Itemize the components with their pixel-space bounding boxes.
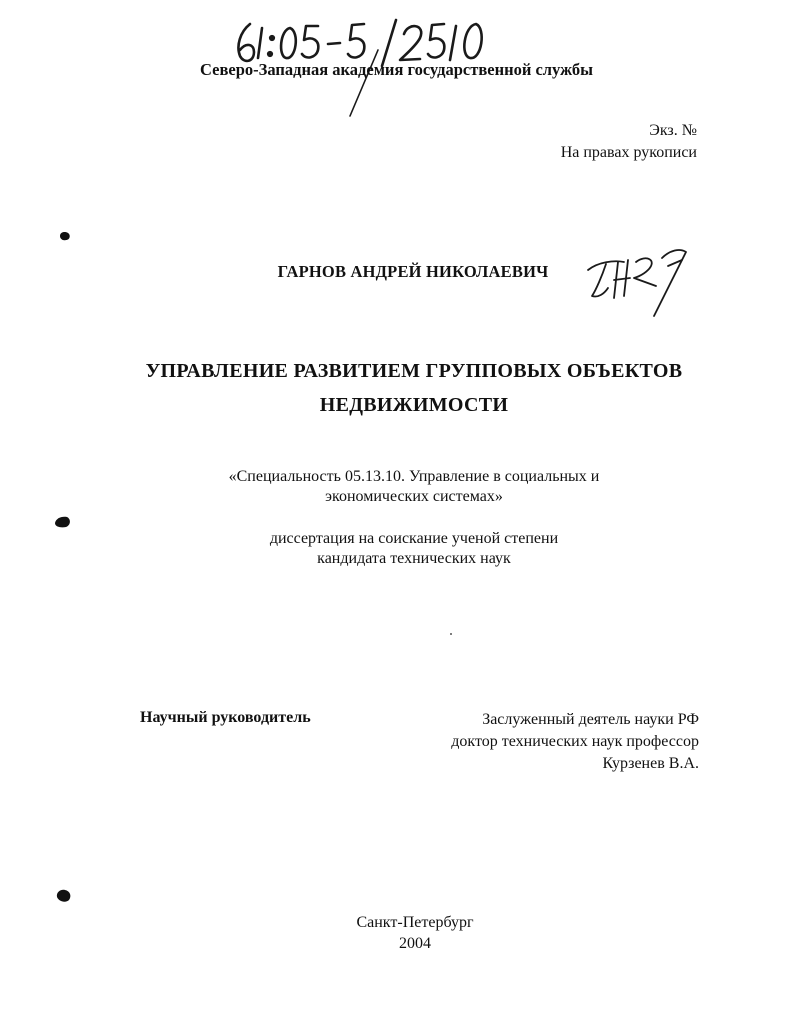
author-name: ГАРНОВ АНДРЕЙ НИКОЛАЕВИЧ bbox=[277, 262, 549, 281]
city: Санкт-Петербург bbox=[356, 914, 474, 931]
degree-block bbox=[0, 529, 793, 569]
thesis-title-line: УПРАВЛЕНИЕ РАЗВИТИЕМ ГРУППОВЫХ ОБЪЕКТОВ bbox=[145, 360, 683, 382]
institution-name: Северо-Западная академия государственной службы bbox=[200, 60, 593, 79]
degree-line: диссертация на соискание ученой степени bbox=[269, 530, 559, 547]
stray-dot bbox=[450, 633, 452, 635]
rights-label: На правах рукописи bbox=[560, 144, 697, 161]
ink-spot-mark bbox=[55, 888, 73, 904]
copy-number-label: Экз. № bbox=[649, 122, 697, 139]
specialty-line: экономических системах» bbox=[325, 488, 503, 505]
year: 2004 bbox=[399, 935, 431, 952]
advisor-name: Курзенев В.А. bbox=[602, 755, 699, 772]
place-and-year bbox=[0, 912, 793, 954]
ink-spot-mark bbox=[54, 515, 72, 529]
advisor-label: Научный руководитель bbox=[140, 709, 311, 726]
advisor-honor: Заслуженный деятель науки РФ bbox=[482, 711, 699, 728]
ink-spot-mark bbox=[58, 230, 72, 242]
advisor-degree: доктор технических наук профессор bbox=[451, 733, 699, 750]
specialty-block bbox=[0, 467, 793, 507]
thesis-title bbox=[0, 354, 793, 422]
specialty-line: «Специальность 05.13.10. Управление в социальных и bbox=[228, 468, 600, 485]
advisor-info bbox=[451, 709, 699, 775]
degree-line: кандидата технических наук bbox=[317, 550, 511, 567]
thesis-title-line: НЕДВИЖИМОСТИ bbox=[319, 394, 509, 416]
author-signature bbox=[584, 240, 694, 320]
copy-info-block bbox=[561, 120, 697, 164]
